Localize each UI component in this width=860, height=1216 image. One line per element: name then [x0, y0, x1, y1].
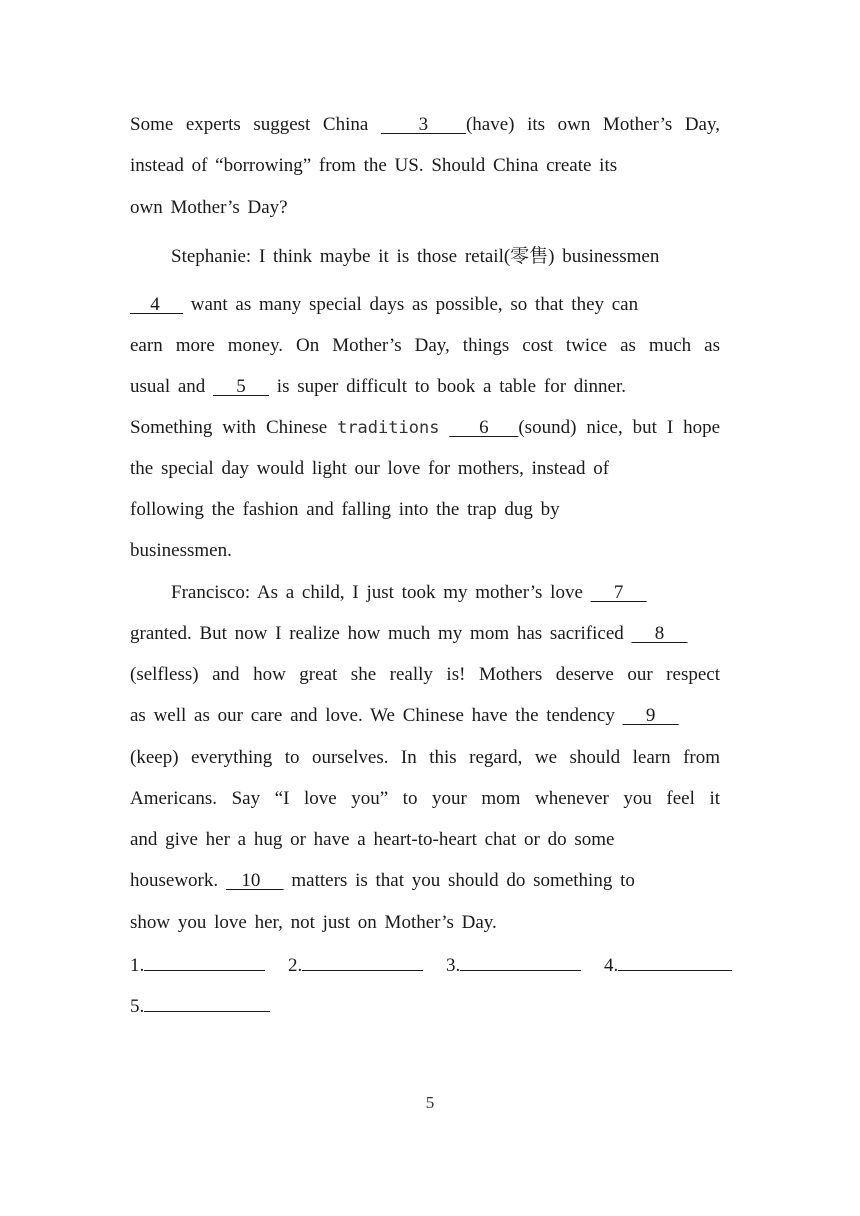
blank-6: 6 [449, 417, 519, 438]
text-line: (selfless) and how great she really is! Mothers deserve our respect [130, 664, 720, 685]
text-line [130, 622, 720, 646]
text-line [130, 113, 720, 137]
answer-number: 3. [446, 955, 461, 976]
text-span: Something with Chinese [130, 417, 338, 438]
text-span: as well as our care and love. We Chinese have the tendency [130, 705, 623, 726]
answer-number: 2. [288, 955, 303, 976]
answer-line [460, 952, 581, 971]
text-span: matters is that you should do something to [283, 870, 635, 891]
text-line [130, 869, 720, 893]
answer-line [302, 952, 423, 971]
answer-blank-1[interactable] [130, 952, 265, 978]
answer-line [618, 952, 732, 971]
text-line [130, 416, 720, 440]
blank-9: 9 [622, 705, 679, 726]
answer-number: 1. [130, 955, 145, 976]
answer-row [130, 993, 730, 1019]
text-line [130, 293, 720, 317]
blank-5: 5 [213, 376, 270, 397]
text-line: instead of “borrowing” from the US. Should China create its [130, 155, 618, 176]
text-line: Stephanie: I think maybe it is those retail(零售) businessmen [171, 246, 660, 267]
text-line [130, 375, 720, 399]
blank-7: 7 [590, 582, 647, 603]
text-span: want as many special days as possible, so that they can [183, 294, 639, 315]
text-span: is super difficult to book a table for dinner. [269, 376, 627, 397]
text-span: granted. But now I realize how much my mom has sacrificed [130, 623, 632, 644]
text-line: own Mother’s Day? [130, 197, 288, 218]
text-span: usual and [130, 376, 214, 397]
text-span: (have) its own Mother’s Day, [465, 114, 721, 135]
answer-number: 4. [604, 955, 619, 976]
answer-number: 5. [130, 996, 145, 1017]
text-line: and give her a hug or have a heart-to-heart chat or do some [130, 829, 615, 850]
text-line: Americans. Say “I love you” to your mom whenever you feel it [130, 788, 720, 809]
text-line: following the fashion and falling into the trap dug by [130, 499, 560, 520]
answer-line [144, 993, 270, 1012]
text-span: housework. [130, 870, 226, 891]
answer-row [130, 952, 730, 978]
text-line: show you love her, not just on Mother’s Day. [130, 912, 497, 933]
answer-blank-3[interactable] [446, 952, 581, 978]
text-line: the special day would light our love for mothers, instead of [130, 458, 610, 479]
text-span: Some experts suggest China [130, 114, 381, 135]
text-span: (sound) nice, but I hope [518, 417, 721, 438]
answer-blank-2[interactable] [288, 952, 423, 978]
page-number: 5 [425, 1093, 435, 1112]
text-span: traditions [337, 418, 440, 438]
text-line: (keep) everything to ourselves. In this regard, we should learn from [130, 747, 720, 768]
answer-blank-4[interactable] [604, 952, 732, 978]
blank-10: 10 [225, 870, 284, 891]
answer-line [144, 952, 265, 971]
blank-3: 3 [380, 114, 466, 135]
text-span: Francisco: As a child, I just took my mother’s love [171, 582, 591, 603]
text-line [130, 704, 720, 728]
answer-blank-5[interactable] [130, 993, 270, 1019]
text-line: businessmen. [130, 540, 232, 561]
text-line [171, 581, 721, 605]
blank-8: 8 [631, 623, 688, 644]
blank-4: 4 [130, 294, 183, 315]
text-line: earn more money. On Mother’s Day, things cost twice as much as [130, 335, 720, 356]
